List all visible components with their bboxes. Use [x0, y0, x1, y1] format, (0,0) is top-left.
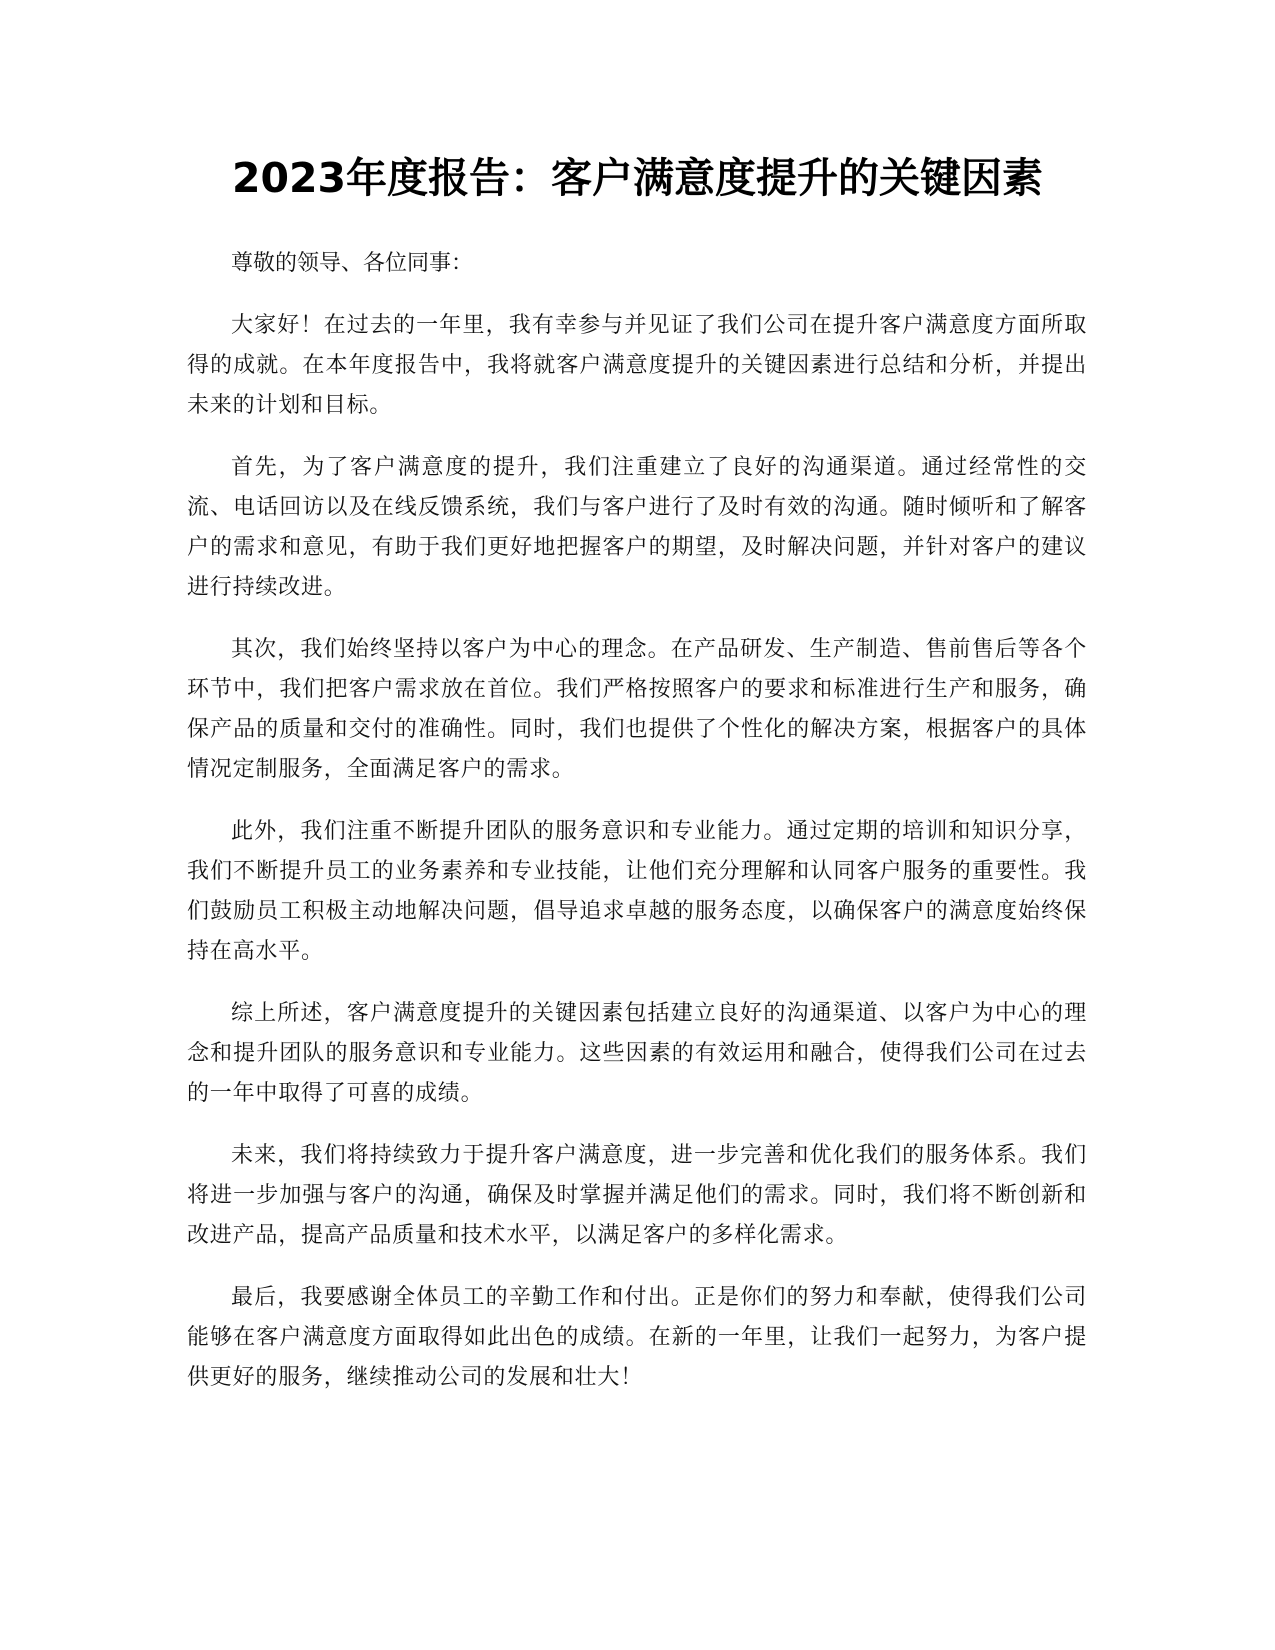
- paragraph-team-ability: 此外，我们注重不断提升团队的服务意识和专业能力。通过定期的培训和知识分享，我们不断提升员工的业务素养和专业技能，让他们充分理解和认同客户服务的重要性。我们鼓励员工积极主动地解决问题，倡导追求卓越的服务态度，以确保客户的满意度始终保持在高水平。: [187, 819, 1087, 964]
- paragraph-customer-centric: 其次，我们始终坚持以客户为中心的理念。在产品研发、生产制造、售前售后等各个环节中，我们把客户需求放在首位。我们严格按照客户的要求和标准进行生产和服务，确保产品的质量和交付的准确性。同时，我们也提供了个性化的解决方案，根据客户的具体情况定制服务，全面满足客户的需求。: [187, 637, 1087, 782]
- paragraph-greeting: 大家好！在过去的一年里，我有幸参与并见证了我们公司在提升客户满意度方面所取得的成就。在本年度报告中，我将就客户满意度提升的关键因素进行总结和分析，并提出未来的计划和目标。: [187, 313, 1087, 418]
- document-body: [187, 244, 1087, 1420]
- paragraph-future: 未来，我们将持续致力于提升客户满意度，进一步完善和优化我们的服务体系。我们将进一步加强与客户的沟通，确保及时掌握并满足他们的需求。同时，我们将不断创新和改进产品，提高产品质量和技术水平，以满足客户的多样化需求。: [187, 1143, 1087, 1248]
- paragraph-summary: 综上所述，客户满意度提升的关键因素包括建立良好的沟通渠道、以客户为中心的理念和提升团队的服务意识和专业能力。这些因素的有效运用和融合，使得我们公司在过去的一年中取得了可喜的成绩。: [187, 1001, 1087, 1106]
- salutation: 尊敬的领导、各位同事：: [231, 251, 474, 276]
- paragraph-communication: 首先，为了客户满意度的提升，我们注重建立了良好的沟通渠道。通过经常性的交流、电话回访以及在线反馈系统，我们与客户进行了及时有效的沟通。随时倾听和了解客户的需求和意见，有助于我们更好地把握客户的期望，及时解决问题，并针对客户的建议进行持续改进。: [187, 455, 1087, 600]
- paragraph-thanks: 最后，我要感谢全体员工的辛勤工作和付出。正是你们的努力和奉献，使得我们公司能够在客户满意度方面取得如此出色的成绩。在新的一年里，让我们一起努力，为客户提供更好的服务，继续推动公司的发展和壮大！: [187, 1285, 1087, 1390]
- document-title: 2023年度报告：客户满意度提升的关键因素: [231, 154, 1044, 202]
